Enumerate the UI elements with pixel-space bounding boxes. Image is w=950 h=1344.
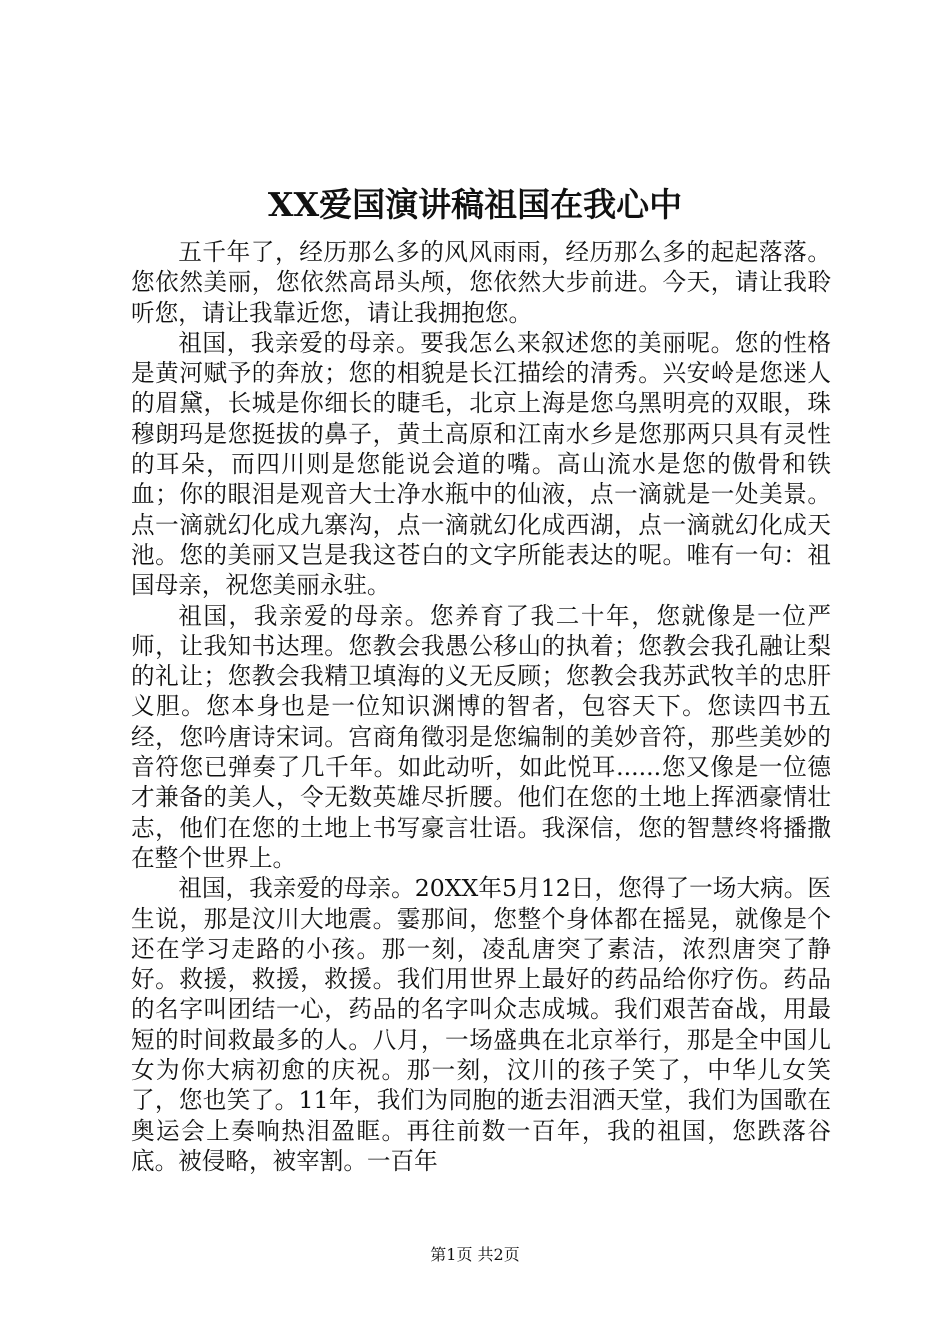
- paragraph-2: 祖国，我亲爱的母亲。要我怎么来叙述您的美丽呢。您的性格是黄河赋予的奔放；您的相貌是长江描绘的清秀。兴安岭是您迷人的眉黛，长城是你细长的睫毛，北京上海是您乌黑明亮的双眼，珠穆朗玛是您挺拔的鼻子，黄土高原和江南水乡是您那两只具有灵性的耳朵，而四川则是您能说会道的嘴。高山流水是您的傲骨和铁血；你的眼泪是观音大士净水瓶中的仙液，点一滴就是一处美景。点一滴就幻化成九寨沟，点一滴就幻化成西湖，点一滴就幻化成天池。您的美丽又岂是我这苍白的文字所能表达的呢。唯有一句：祖国母亲，祝您美丽永驻。: [131, 328, 831, 600]
- document-title: XX爱国演讲稿祖国在我心中: [267, 185, 683, 224]
- paragraph-1: 五千年了，经历那么多的风风雨雨，经历那么多的起起落落。您依然美丽，您依然高昂头颅，您依然大步前进。今天，请让我聆听您，请让我靠近您，请让我拥抱您。: [131, 238, 831, 327]
- paragraph-4: 祖国，我亲爱的母亲。20XX年5月12日，您得了一场大病。医生说，那是汶川大地震。霎那间，您整个身体都在摇晃，就像是个还在学习走路的小孩。那一刻，凌乱唐突了素洁，浓烈唐突了静好。救援，救援，救援。我们用世界上最好的药品给你疗伤。药品的名字叫团结一心，药品的名字叫众志成城。我们艰苦奋战，用最短的时间救最多的人。八月，一场盛典在北京举行，那是全中国儿女为你大病初愈的庆祝。那一刻，汶川的孩子笑了，中华儿女笑了，您也笑了。11年，我们为同胞的逝去泪洒天堂，我们为国歌在奥运会上奏响热泪盈眶。再往前数一百年，我的祖国，您跌落谷底。被侵略，被宰割。一百年: [131, 874, 831, 1175]
- paragraph-3: 祖国，我亲爱的母亲。您养育了我二十年，您就像是一位严师，让我知书达理。您教会我愚公移山的执着；您教会我孔融让梨的礼让；您教会我精卫填海的义无反顾；您教会我苏武牧羊的忠肝义胆。您本身也是一位知识渊博的智者，包容天下。您读四书五经，您吟唐诗宋词。宫商角徵羽是您编制的美妙音符，那些美妙的音符您已弹奏了几千年。如此动听，如此悦耳......您又像是一位德才兼备的美人，令无数英雄尽折腰。他们在您的土地上挥洒豪情壮志，他们在您的土地上书写豪言壮语。我深信，您的智慧终将播撒在整个世界上。: [131, 601, 831, 872]
- document-body: [131, 237, 831, 1176]
- page-number-footer: 第1页 共2页: [430, 1245, 520, 1264]
